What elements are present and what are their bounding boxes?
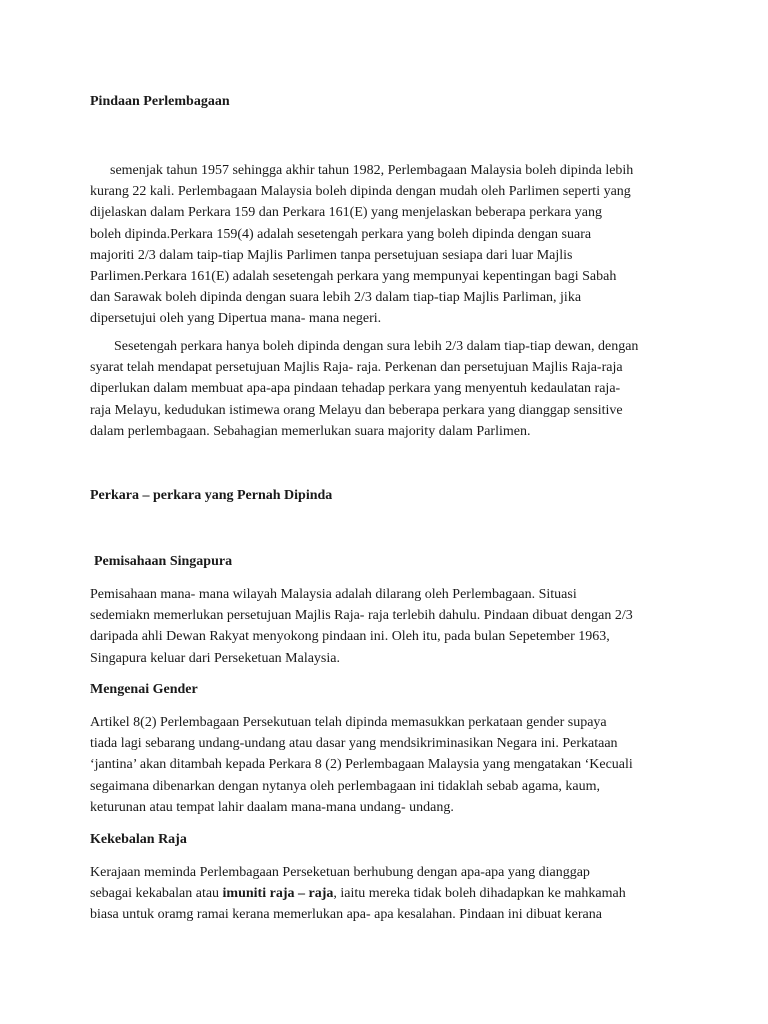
text-line: raja Melayu, kedudukan istimewa orang Melayu dan beberapa perkara yang dianggap sensitive (90, 402, 623, 418)
text-line: segaimana dibenarkan dengan nytanya oleh perlembagaan ini tidaklah sebab agama, kaum, (90, 778, 601, 794)
paragraph-singapore (90, 584, 690, 669)
text-line: Kerajaan meminda Perlembagaan Perseketuan berhubung dengan apa-apa yang dianggap (90, 865, 590, 880)
text-line: kurang 22 kali. Perlembagaan Malaysia boleh dipinda dengan mudah oleh Parlimen seperti yang (90, 184, 631, 200)
text-line: boleh dipinda.Perkara 159(4) adalah sesetengah perkara yang boleh dipinda dengan suara (90, 226, 592, 242)
paragraph-amendment-history (90, 160, 690, 330)
text-line: tiada lagi sebarang undang-undang atau dasar yang mendsikriminasikan Negara ini. Perkataan (90, 736, 618, 752)
subheading-singapore: Pemisahaan Singapura (94, 554, 233, 569)
text-line: ‘jantina’ akan ditambah kepada Perkara 8 (2) Perlembagaan Malaysia yang mengatakan ‘Kecuali (90, 757, 633, 773)
text-line: dijelaskan dalam Perkara 159 dan Perkara 161(E) yang menjelaskan beberapa perkara yang (90, 205, 602, 221)
text-line: Parlimen.Perkara 161(E) adalah sesetengah perkara yang mempunyai kepentingan bagi Sabah (90, 269, 617, 285)
paragraph-rulers-consent (90, 336, 690, 442)
text-line-mixed (90, 883, 690, 904)
paragraph-royal-immunity (90, 862, 690, 926)
text-line: sedemiakn memerlukan persetujuan Majlis Raja- raja terlebih dahulu. Pindaan dibuat dengan 2/3 (90, 608, 633, 624)
text-line: daripada ahli Dewan Rakyat menyokong pindaan ini. Oleh itu, pada bulan Sepetember 1963, (90, 629, 610, 645)
text-line: dan Sarawak boleh dipinda dengan suara lebih 2/3 dalam tiap-tiap Majlis Parliman, jika (90, 290, 582, 306)
section-heading: Perkara – perkara yang Pernah Dipinda (90, 488, 333, 503)
text-line: keturunan atau tempat lahir daalam mana-mana undang- undang. (90, 799, 454, 815)
text-segment: sebagai kekabalan atau (90, 886, 223, 902)
subheading-gender: Mengenai Gender (90, 682, 198, 697)
text-line: Sesetengah perkara hanya boleh dipinda dengan sura lebih 2/3 dalam tiap-tiap dewan, dengan (114, 339, 639, 354)
bold-term: imuniti raja – raja (222, 886, 334, 902)
text-line: dalam perlembagaan. Sebahagian memerlukan suara majority dalam Parlimen. (90, 423, 531, 439)
text-line: Singapura keluar dari Perseketuan Malaysia. (90, 650, 340, 666)
subheading-royal-immunity: Kekebalan Raja (90, 832, 187, 847)
paragraph-gender (90, 712, 690, 818)
text-line: diperlukan dalam membuat apa-apa pindaan tehadap perkara yang menyentuh kedaulatan raja- (90, 381, 621, 397)
text-line: semenjak tahun 1957 sehingga akhir tahun 1982, Perlembagaan Malaysia boleh dipinda lebih (110, 163, 634, 178)
text-line: biasa untuk oramg ramai kerana memerlukan apa- apa kesalahan. Pindaan ini dibuat kerana (90, 907, 602, 923)
text-line: Artikel 8(2) Perlembagaan Persekutuan telah dipinda memasukkan perkataan gender supaya (90, 715, 607, 730)
doc-title: Pindaan Perlembagaan (90, 94, 230, 109)
text-line: dipersetujui oleh yang Dipertua mana- mana negeri. (90, 311, 382, 327)
text-segment: , iaitu mereka tidak boleh dihadapkan ke mahkamah (333, 886, 626, 902)
text-line: majoriti 2/3 dalam taip-tiap Majlis Parlimen tanpa persetujuan sesiapa dari luar Majlis (90, 247, 573, 263)
text-line: Pemisahaan mana- mana wilayah Malaysia adalah dilarang oleh Perlembagaan. Situasi (90, 587, 577, 602)
text-line: syarat telah mendapat persetujuan Majlis Raja- raja. Perkenan dan persetujuan Majlis Raja-raja (90, 360, 623, 376)
